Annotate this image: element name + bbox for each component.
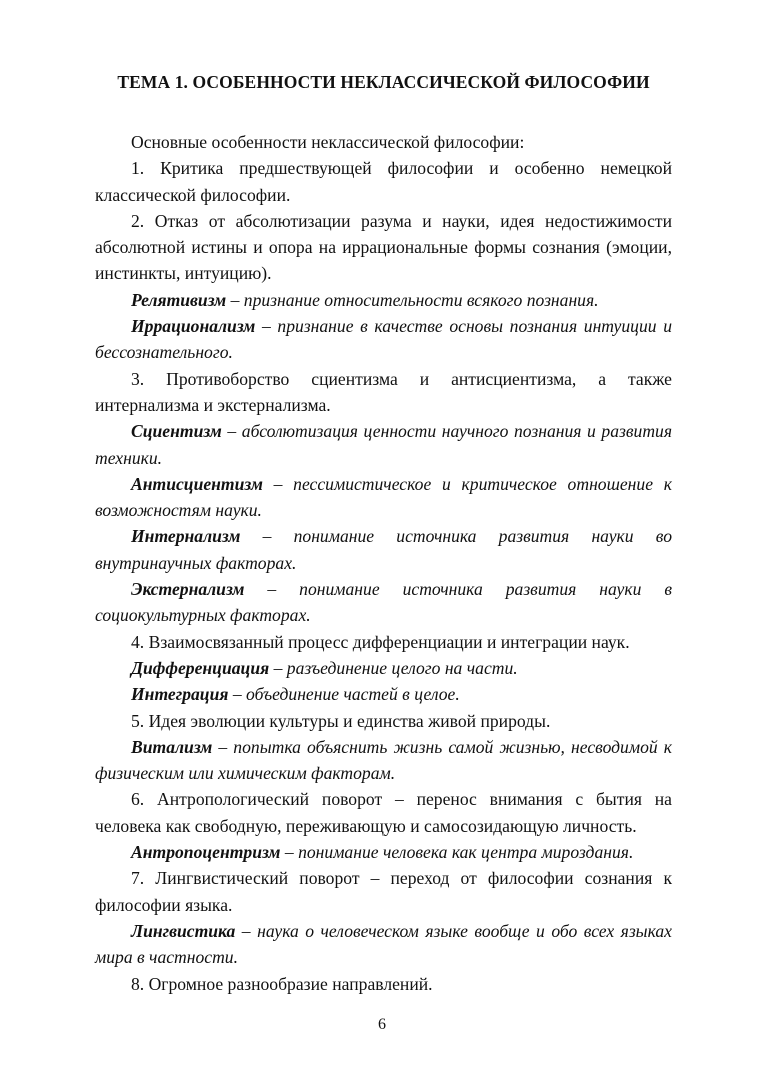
definition-text: – понимание человека как центра мироздания. <box>280 842 634 863</box>
point-1: 1. Критика предшествующей философии и особенно немецкой классической философии. <box>95 158 672 205</box>
point-4: 4. Взаимосвязанный процесс дифференциации и интеграции наук. <box>131 631 630 652</box>
intro-paragraph: Основные особенности неклассической философии: <box>131 132 525 152</box>
definition-text: – признание в качестве основы познания интуиции и бессознательного. <box>95 316 672 363</box>
definition-text: – понимание источника развития науки в социокультурных факторах. <box>95 579 672 626</box>
term-linguistics: Лингвистика <box>131 920 236 941</box>
point-2: 2. Отказ от абсолютизации разума и науки, идея недостижимости абсолютной истины и опора на иррациональные формы сознания (эмоции, инстинкты, интуицию). <box>95 210 672 284</box>
page-title: ТЕМА 1. ОСОБЕННОСТИ НЕКЛАССИЧЕСКОЙ ФИЛОСОФИИ <box>117 72 650 92</box>
point-8: 8. Огромное разнообразие направлений. <box>131 973 433 994</box>
term-anthropocentrism: Антропоцентризм <box>131 842 281 863</box>
point-5: 5. Идея эволюции культуры и единства живой природы. <box>131 710 551 731</box>
term-antiscientism: Антисциентизм <box>131 473 263 494</box>
point-3: 3. Противоборство сциентизма и антисциентизма, а также интернализма и экстернализма. <box>95 368 672 415</box>
definition-integration <box>95 681 672 707</box>
definition-vitalism <box>95 734 672 787</box>
definition-text: – пессимистическое и критическое отношение к возможностям науки. <box>95 473 672 521</box>
term-relativism: Релятивизм <box>131 289 227 310</box>
definition-irrationalism <box>95 313 672 366</box>
definition-text: – абсолютизация ценности научного познания и развития техники. <box>95 421 672 468</box>
definition-text: – объединение частей в целое. <box>228 684 460 705</box>
definition-text: – понимание источника развития науки во внутринаучных факторах. <box>95 526 672 573</box>
definition-scientism <box>95 418 672 471</box>
term-integration: Интеграция <box>131 684 229 705</box>
definition-linguistics <box>95 918 672 971</box>
definition-differentiation <box>95 655 672 681</box>
definition-internalism <box>95 523 672 576</box>
definition-text: – разъединение целого на части. <box>269 657 518 678</box>
document-page <box>95 72 672 997</box>
term-vitalism: Витализм <box>131 736 213 757</box>
point-7: 7. Лингвистический поворот – переход от философии сознания к философии языка. <box>95 868 672 915</box>
term-differentiation: Дифференциация <box>131 657 270 678</box>
term-irrationalism: Иррационализм <box>131 316 256 337</box>
definition-text: – признание относительности всякого познания. <box>226 289 599 310</box>
definition-antiscientism <box>95 471 672 524</box>
point-6: 6. Антропологический поворот – перенос внимания с бытия на человека как свободную, переживающую и самосозидающую личность. <box>95 789 672 836</box>
definition-externalism <box>95 576 672 629</box>
page-number: 6 <box>378 1016 386 1033</box>
definition-relativism <box>95 287 672 313</box>
term-scientism: Сциентизм <box>131 421 222 442</box>
term-externalism: Экстернализм <box>131 579 245 600</box>
definition-text: – наука о человеческом языке вообще и обо всех языках мира в частности. <box>95 920 672 968</box>
definition-text: – попытка объяснить жизнь самой жизнью, несводимой к физическим или химическим факторам. <box>95 736 672 784</box>
definition-anthropocentrism <box>95 839 672 865</box>
term-internalism: Интернализм <box>131 526 241 547</box>
